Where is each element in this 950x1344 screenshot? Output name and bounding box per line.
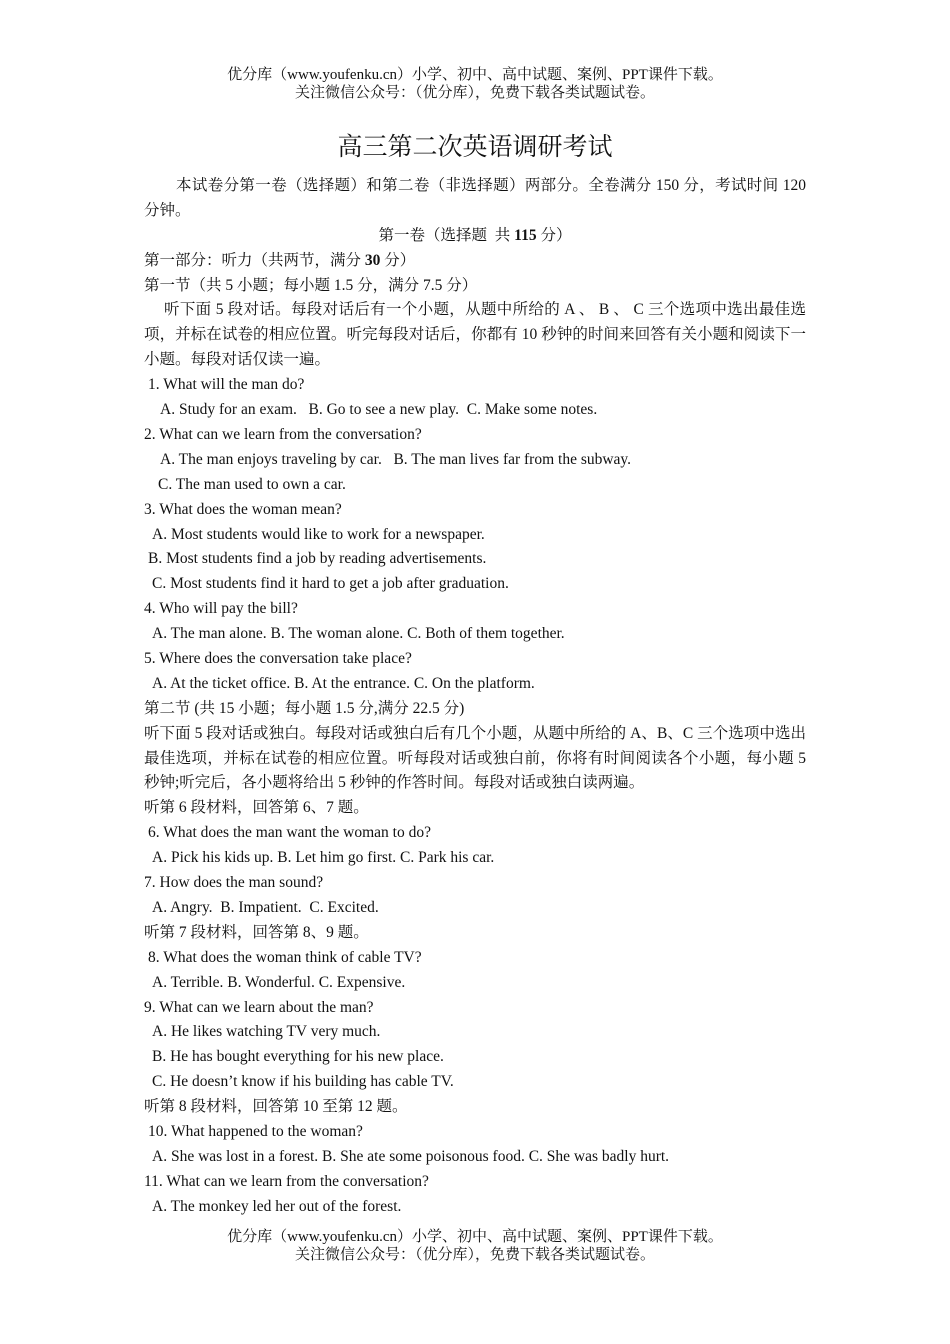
question-4: 4. Who will pay the bill? <box>144 600 298 618</box>
section-2-instructions: 听下面 5 段对话或独白。每段对话或独白后有几个小题，从题中所给的 A、B、C 三个选项中选出最佳选项，并标在试卷的相应位置。听每段对话或独白前，你将有时间阅读各个小题，每小题 5 秒钟;听完后，各小题将给出 5 秒钟的作答时间。每段对话或独白读两遍。 <box>144 724 806 792</box>
question-2: 2. What can we learn from the conversation? <box>144 425 422 443</box>
question-9-option-b: B. He has bought everything for his new place. <box>152 1048 444 1066</box>
question-8: 8. What does the woman think of cable TV? <box>148 948 422 966</box>
part-1-post: 分） <box>380 251 416 269</box>
question-2-option-c: C. The man used to own a car. <box>158 475 346 493</box>
question-11: 11. What can we learn from the conversation? <box>144 1172 429 1190</box>
question-6-options: A. Pick his kids up. B. Let him go first. C. Park his car. <box>152 849 495 867</box>
page-header <box>0 66 950 102</box>
question-7-options: A. Angry. B. Impatient. C. Excited. <box>152 898 379 916</box>
exam-body <box>144 174 806 1220</box>
question-8-options: A. Terrible. B. Wonderful. C. Expensive. <box>152 973 406 991</box>
part-1-score: 30 <box>364 251 381 269</box>
part-1-heading <box>144 249 806 274</box>
volume-1-post: 分） <box>536 226 572 244</box>
question-1-options: A. Study for an exam. B. Go to see a new play. C. Make some notes. <box>160 401 598 419</box>
section-2-heading: 第二节 (共 15 小题；每小题 1.5 分,满分 22.5 分) <box>144 699 465 717</box>
question-4-options: A. The man alone. B. The woman alone. C. Both of them together. <box>152 625 565 643</box>
material-6-note: 听第 6 段材料，回答第 6、7 题。 <box>144 799 369 817</box>
question-5: 5. Where does the conversation take place? <box>144 650 412 667</box>
header-line-1: 优分库（www.youfenku.cn）小学、初中、高中试题、案例、PPT课件下载。 <box>227 67 723 83</box>
section-1-instructions: 听下面 5 段对话。每段对话后有一个小题，从题中所给的 A 、 B 、 C 三个选项中选出最佳选项，并标在试卷的相应位置。听完每段对话后，你都有 10 秒钟的时间来回答有关小题和阅读下一小题。每段对话仅读一遍。 <box>144 301 806 369</box>
volume-1-heading <box>144 224 806 249</box>
question-3-option-c: C. Most students find it hard to get a job after graduation. <box>152 575 509 593</box>
volume-1-score: 115 <box>514 226 537 244</box>
question-3-option-a: A. Most students would like to work for a newspaper. <box>152 525 485 543</box>
material-7-note: 听第 7 段材料，回答第 8、9 题。 <box>144 923 369 941</box>
question-11-option-a: A. The monkey led her out of the forest. <box>152 1197 402 1215</box>
section-1-heading: 第一节（共 5 小题；每小题 1.5 分，满分 7.5 分） <box>144 276 478 294</box>
page-title: 高三第二次英语调研考试 <box>337 134 613 161</box>
question-2-options-ab: A. The man enjoys traveling by car. B. The man lives far from the subway. <box>160 450 632 468</box>
question-10: 10. What happened to the woman? <box>148 1122 363 1140</box>
question-9-option-c: C. He doesn’t know if his building has cable TV. <box>152 1073 454 1091</box>
footer-line-2: 关注微信公众号：（优分库），免费下载各类试题试卷。 <box>294 1247 655 1263</box>
question-9-option-a: A. He likes watching TV very much. <box>152 1023 381 1041</box>
footer-line-1: 优分库（www.youfenku.cn）小学、初中、高中试题、案例、PPT课件下载。 <box>227 1229 723 1245</box>
page-footer <box>0 1228 950 1264</box>
question-5-options: A. At the ticket office. B. At the entrance. C. On the platform. <box>152 674 535 692</box>
question-7: 7. How does the man sound? <box>144 874 324 892</box>
question-1: 1. What will the man do? <box>148 376 305 394</box>
header-line-2: 关注微信公众号：（优分库），免费下载各类试题试卷。 <box>294 85 655 101</box>
volume-1-pre: 第一卷（选择题 共 <box>378 226 515 244</box>
question-9: 9. What can we learn about the man? <box>144 998 374 1016</box>
question-6: 6. What does the man want the woman to do? <box>148 824 431 842</box>
question-3-option-b: B. Most students find a job by reading advertisements. <box>148 550 487 568</box>
part-1-pre: 第一部分：听力（共两节，满分 <box>144 251 365 269</box>
question-10-options: A. She was lost in a forest. B. She ate some poisonous food. C. She was badly hurt. <box>152 1147 670 1165</box>
material-8-note: 听第 8 段材料，回答第 10 至第 12 题。 <box>144 1098 408 1116</box>
intro-paragraph: 本试卷分第一卷（选择题）和第二卷（非选择题）两部分。全卷满分 150 分，考试时间 120 分钟。 <box>144 177 806 219</box>
question-3: 3. What does the woman mean? <box>144 500 342 518</box>
